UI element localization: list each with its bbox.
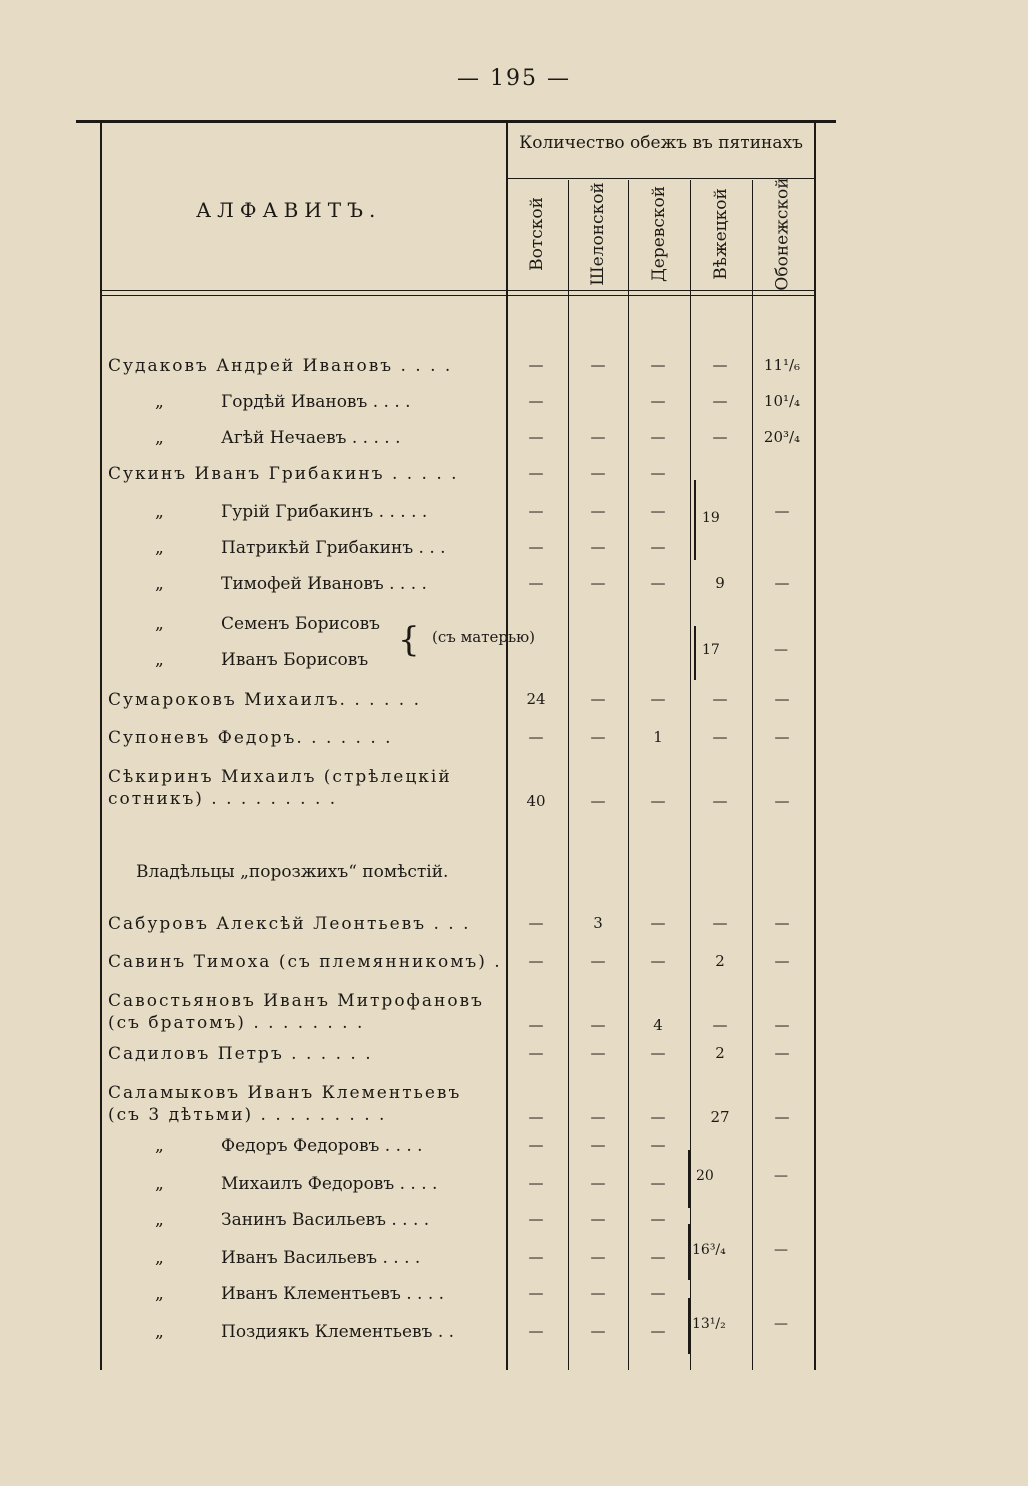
row-cell: 27 — [710, 1108, 730, 1126]
row-cell: — — [774, 952, 790, 970]
row-cell: — — [590, 1322, 606, 1340]
row-cell: — — [774, 914, 790, 932]
row-cell: — — [590, 356, 606, 374]
row-name-text: Поздиякъ Клементьевъ . . — [221, 1322, 455, 1342]
row-cell: — — [590, 1136, 606, 1154]
row-cell: — — [590, 1174, 606, 1192]
ditto-mark: „ — [155, 1174, 164, 1194]
row-cell: 2 — [715, 952, 725, 970]
ditto-mark: „ — [155, 392, 164, 412]
row-name — [155, 650, 611, 670]
table-row — [76, 388, 836, 422]
row-name-text: Савинъ Тимоха (съ племянникомъ) . — [108, 952, 502, 972]
row-cell: 11¹/₆ — [763, 356, 801, 374]
brace-glyph: { — [398, 620, 420, 660]
section-title: Владѣльцы „порозжихъ“ помѣстій. — [136, 862, 449, 882]
row-cell: — — [774, 1044, 790, 1062]
row-cell: — — [590, 1108, 606, 1126]
ditto-mark: „ — [155, 1284, 164, 1304]
row-cell: — — [712, 914, 728, 932]
row-cell: — — [774, 792, 790, 810]
row-cell: — — [590, 1210, 606, 1228]
column-header-derevskoy: Деревской — [649, 185, 670, 283]
header-rule-double — [100, 295, 814, 296]
table-row — [76, 610, 836, 644]
row-cell: — — [712, 428, 728, 446]
with-mother-note: (съ матерью) — [432, 628, 536, 646]
table-row — [76, 1318, 836, 1352]
row-cell: 10¹/₄ — [763, 392, 801, 410]
row-cell: — — [590, 792, 606, 810]
table-row — [76, 424, 836, 458]
table-row — [76, 352, 836, 386]
row-cell: — — [650, 792, 666, 810]
ditto-mark: „ — [155, 502, 164, 522]
row-cell: — — [712, 356, 728, 374]
row-cell: — — [774, 574, 790, 592]
row-name-text: Патрикѣй Грибакинъ . . . — [221, 538, 446, 558]
brace-value-vasiliev: 16³/₄ — [692, 1242, 726, 1258]
table-row — [76, 534, 836, 568]
row-cell: — — [590, 428, 606, 446]
table-row — [76, 1206, 836, 1240]
row-cell: — — [650, 1248, 666, 1266]
row-name-text: Тимофей Ивановъ . . . . — [221, 574, 427, 594]
row-cell: 2 — [715, 1044, 725, 1062]
row-cell: — — [650, 1044, 666, 1062]
page-number: — 195 — — [457, 66, 571, 91]
row-name-text: Гурій Грибакинъ . . . . . — [221, 502, 428, 522]
ditto-mark: „ — [155, 1136, 164, 1156]
row-cell: — — [528, 1136, 544, 1154]
row-cell: — — [528, 574, 544, 592]
ditto-mark: „ — [155, 428, 164, 448]
row-cell: — — [650, 1210, 666, 1228]
row-name — [108, 1044, 498, 1064]
row-cell: — — [712, 728, 728, 746]
row-cell: — — [650, 1322, 666, 1340]
table-row — [76, 1244, 836, 1278]
row-name — [108, 1082, 498, 1126]
table-row — [76, 724, 836, 758]
row-name-text: Сукинъ Иванъ Грибакинъ . . . . . — [108, 464, 459, 484]
table-row — [76, 762, 836, 822]
row-cell: — — [774, 1016, 790, 1034]
row-cell: — — [774, 502, 790, 520]
row-name-text: Иванъ Клементьевъ . . . . — [221, 1284, 445, 1304]
row-cell: — — [590, 502, 606, 520]
table-row — [76, 986, 836, 1046]
brace-value-sukin: 19 — [702, 510, 720, 526]
table-row — [76, 910, 836, 944]
column-header-obonezhskoy: Обонежской — [773, 177, 793, 291]
row-cell: — — [650, 356, 666, 374]
column-header-shelonskoy: Шелонской — [588, 182, 609, 286]
row-cell: — — [712, 792, 728, 810]
row-cell: — — [650, 502, 666, 520]
row-cell: 40 — [526, 792, 546, 810]
row-name-text: Семенъ Борисовъ — [221, 614, 380, 634]
row-cell: — — [528, 1210, 544, 1228]
row-cell: — — [650, 574, 666, 592]
table-row — [76, 460, 836, 494]
table-row — [76, 570, 836, 604]
row-name-text: Гордѣй Ивановъ . . . . — [221, 392, 411, 412]
row-name — [108, 690, 498, 710]
row-name-text: Судаковъ Андрей Ивановъ . . . . — [108, 356, 453, 376]
row-cell: — — [650, 392, 666, 410]
row-cell: — — [590, 574, 606, 592]
row-cell: — — [528, 392, 544, 410]
ditto-mark: „ — [155, 1322, 164, 1342]
row-name — [108, 356, 498, 376]
row-cell: — — [528, 1284, 544, 1302]
row-name-text: Михаилъ Федоровъ . . . . — [221, 1174, 438, 1194]
table-row — [76, 1170, 836, 1204]
table-row — [76, 1132, 836, 1166]
ditto-mark: „ — [155, 650, 164, 670]
row-cell: 9 — [715, 574, 725, 592]
row-cell: — — [528, 502, 544, 520]
table — [76, 120, 836, 1370]
row-name — [108, 990, 498, 1034]
row-name — [108, 766, 498, 810]
row-cell: — — [712, 392, 728, 410]
header-rule — [100, 290, 814, 291]
row-name — [108, 952, 502, 972]
row-cell: — — [528, 356, 544, 374]
row-cell: 20³/₄ — [763, 428, 801, 446]
row-cell: 4 — [653, 1016, 663, 1034]
table-row — [76, 646, 836, 680]
row-name-text: Сѣкиринъ Михаилъ (стрѣлецкій сотникъ) . . . . . . . . . — [108, 767, 452, 809]
table-row — [76, 1078, 836, 1138]
row-cell: — — [774, 728, 790, 746]
row-cell: — — [590, 690, 606, 708]
row-cell: — — [590, 1248, 606, 1266]
row-cell: — — [650, 1108, 666, 1126]
row-name-text: Супоневъ Федоръ. . . . . . . — [108, 728, 393, 748]
ditto-mark: „ — [155, 538, 164, 558]
top-rule — [76, 120, 836, 123]
brace-dash-vasiliev: — — [774, 1242, 788, 1258]
row-cell: — — [774, 690, 790, 708]
row-cell: — — [590, 1016, 606, 1034]
ditto-mark: „ — [155, 1210, 164, 1230]
row-name-text: Иванъ Борисовъ — [221, 650, 369, 670]
row-cell: — — [650, 538, 666, 556]
row-name-text: Иванъ Васильевъ . . . . — [221, 1248, 421, 1268]
row-name-text: Агѣй Нечаевъ . . . . . — [221, 428, 401, 448]
row-cell: — — [650, 952, 666, 970]
row-cell: — — [528, 1174, 544, 1192]
row-cell: — — [528, 914, 544, 932]
row-name-text: Занинъ Васильевъ . . . . — [221, 1210, 430, 1230]
row-cell: — — [590, 464, 606, 482]
row-cell: — — [590, 952, 606, 970]
row-cell: — — [528, 1044, 544, 1062]
row-name-text: Сабуровъ Алексѣй Леонтьевъ . . . — [108, 914, 471, 934]
row-cell: — — [774, 1108, 790, 1126]
row-cell: — — [650, 428, 666, 446]
row-cell: — — [650, 1136, 666, 1154]
row-cell: — — [650, 690, 666, 708]
row-cell: — — [650, 1284, 666, 1302]
row-cell: — — [712, 690, 728, 708]
obezh-count-heading: Количество обежъ въ пятинахъ — [519, 133, 803, 153]
table-row — [76, 948, 836, 982]
brace-value-klementiev: 13¹/₂ — [692, 1316, 726, 1332]
column-header-vezhetskoy: Вѣжецкой — [711, 188, 732, 280]
row-cell: — — [650, 914, 666, 932]
row-cell: — — [528, 1108, 544, 1126]
column-header-votskoy: Вотской — [527, 197, 547, 271]
row-cell: 24 — [526, 690, 546, 708]
row-name-text: Федоръ Федоровъ . . . . — [221, 1136, 423, 1156]
row-name-text: Сумароковъ Михаилъ. . . . . . — [108, 690, 421, 710]
ditto-mark: „ — [155, 1248, 164, 1268]
row-cell: — — [590, 1044, 606, 1062]
row-cell: — — [712, 1016, 728, 1034]
ditto-mark: „ — [155, 574, 164, 594]
table-row — [76, 1280, 836, 1314]
brace-value-borisov: 17 — [702, 642, 720, 658]
row-cell: — — [528, 1016, 544, 1034]
row-cell: — — [528, 728, 544, 746]
brace-dash-klementiev: — — [774, 1316, 788, 1332]
row-cell: — — [528, 538, 544, 556]
row-cell: 1 — [653, 728, 663, 746]
row-cell: — — [528, 952, 544, 970]
row-cell: — — [528, 1248, 544, 1266]
table-row — [76, 1040, 836, 1074]
header-sub-rule — [508, 178, 814, 179]
row-cell: — — [590, 728, 606, 746]
row-cell: — — [528, 464, 544, 482]
row-name-text: Савостьяновъ Иванъ Митрофановъ (съ братомъ) . . . . . . . . — [108, 991, 484, 1033]
row-cell: — — [650, 1174, 666, 1192]
row-name — [108, 728, 498, 748]
brace-dash-borisov: — — [774, 642, 788, 658]
alphabet-heading: АЛФАВИТЪ. — [196, 198, 382, 222]
row-cell: — — [590, 538, 606, 556]
row-name-text: Садиловъ Петръ . . . . . . — [108, 1044, 373, 1064]
ditto-mark: „ — [155, 614, 164, 634]
brace-value-fedorov: 20 — [696, 1168, 714, 1184]
row-cell: — — [590, 1284, 606, 1302]
row-name — [108, 464, 498, 484]
row-name — [155, 614, 611, 634]
row-name — [108, 914, 498, 934]
row-cell: — — [528, 1322, 544, 1340]
row-name-text: Саламыковъ Иванъ Клементьевъ (съ 3 дѣтьми) . . . . . . . . . — [108, 1083, 462, 1125]
table-row — [76, 686, 836, 720]
table-row — [76, 498, 836, 532]
row-cell: — — [528, 428, 544, 446]
brace-dash-fedorov: — — [774, 1168, 788, 1184]
row-cell: — — [650, 464, 666, 482]
row-cell: 3 — [593, 914, 603, 932]
